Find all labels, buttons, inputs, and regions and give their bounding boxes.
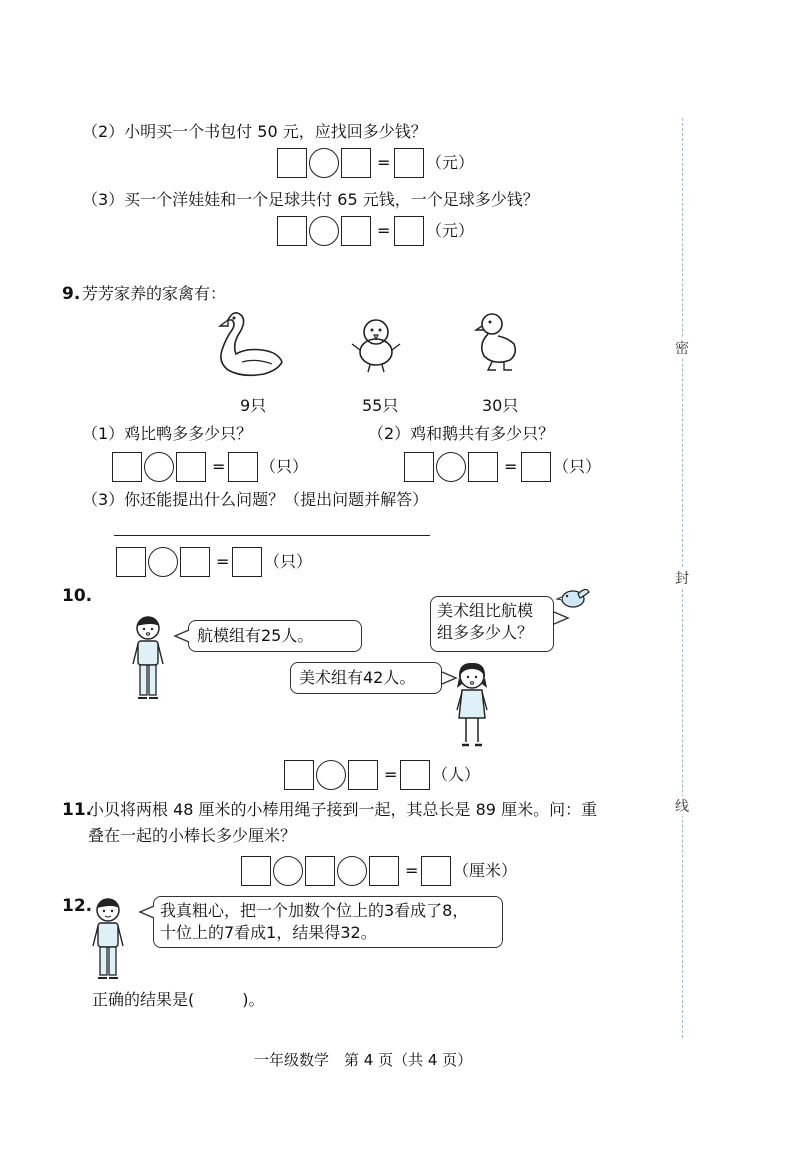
- page-footer: 一年级数学 第 4 页（共 4 页）: [254, 1051, 473, 1069]
- unit-label: （只）: [264, 552, 313, 571]
- answer-box[interactable]: [277, 216, 307, 246]
- result-box[interactable]: [394, 148, 424, 178]
- duck-icon: [474, 310, 520, 374]
- bird-speech-line2: 组多多少人？: [437, 623, 534, 642]
- chick-count: 55只: [362, 396, 399, 415]
- answer-box[interactable]: [241, 856, 271, 886]
- q8-part2-text: （2）小明买一个书包付 50 元，应找回多少钱？: [82, 122, 427, 141]
- girl-speech-text: 美术组有42人。: [299, 668, 416, 687]
- q9-intro: 芳芳家养的家禽有：: [82, 284, 227, 303]
- boy-speech-bubble: [153, 896, 503, 948]
- boy-speech-bubble: [188, 620, 362, 652]
- answer-box[interactable]: [468, 452, 498, 482]
- unit-label: （只）: [553, 457, 602, 476]
- result-box[interactable]: [421, 856, 451, 886]
- seal-mark-feng: 封: [672, 568, 692, 588]
- result-box[interactable]: [521, 452, 551, 482]
- speech-tail: [139, 904, 155, 920]
- unit-label: （人）: [432, 765, 481, 784]
- answer-box[interactable]: [341, 148, 371, 178]
- operator-circle[interactable]: [436, 452, 466, 482]
- equals-sign: =: [377, 221, 391, 240]
- question-write-line[interactable]: [114, 535, 430, 536]
- answer-box[interactable]: [305, 856, 335, 886]
- answer-box[interactable]: [348, 760, 378, 790]
- answer-box[interactable]: [176, 452, 206, 482]
- result-box[interactable]: [228, 452, 258, 482]
- bird-icon: [560, 584, 590, 610]
- q9-part3-text: （3）你还能提出什么问题？（提出问题并解答）: [82, 490, 429, 509]
- operator-circle[interactable]: [144, 452, 174, 482]
- q11-text-line2: 叠在一起的小棒长多少厘米？: [88, 826, 297, 845]
- operator-circle[interactable]: [309, 216, 339, 246]
- equals-sign: =: [504, 457, 518, 476]
- equals-sign: =: [212, 457, 226, 476]
- answer-box[interactable]: [277, 148, 307, 178]
- equals-sign: =: [377, 153, 391, 172]
- answer-box[interactable]: [180, 547, 210, 577]
- q12-answer-prompt[interactable]: 正确的结果是( )。: [92, 990, 265, 1009]
- q10-number: 10.: [62, 586, 93, 606]
- equals-sign: =: [384, 765, 398, 784]
- q11-number: 11.: [62, 800, 93, 820]
- unit-label: （只）: [260, 457, 309, 476]
- operator-circle[interactable]: [316, 760, 346, 790]
- q12-speech-line2: 十位上的7看成1，结果得32。: [160, 923, 377, 942]
- answer-box[interactable]: [369, 856, 399, 886]
- result-box[interactable]: [400, 760, 430, 790]
- bird-speech-line1: 美术组比航模: [437, 601, 534, 620]
- q9-number: 9.: [62, 284, 81, 304]
- unit-label: （元）: [426, 221, 475, 240]
- operator-circle[interactable]: [337, 856, 367, 886]
- answer-box[interactable]: [284, 760, 314, 790]
- answer-box[interactable]: [112, 452, 142, 482]
- boy-icon: [130, 614, 166, 704]
- duck-count: 30只: [482, 396, 519, 415]
- q12-number: 12.: [62, 896, 93, 916]
- girl-speech-bubble: [290, 662, 442, 694]
- q9-part2-text: （2）鸡和鹅共有多少只？: [368, 424, 555, 443]
- operator-circle[interactable]: [148, 547, 178, 577]
- girl-icon: [452, 660, 492, 752]
- bird-speech-bubble: [430, 596, 554, 652]
- boy-speech-text: 航模组有25人。: [197, 626, 314, 645]
- answer-box[interactable]: [116, 547, 146, 577]
- unit-label: （厘米）: [453, 861, 518, 880]
- q9-part1-text: （1）鸡比鸭多多少只？: [82, 424, 253, 443]
- operator-circle[interactable]: [273, 856, 303, 886]
- seal-mark-xian: 线: [672, 796, 692, 816]
- speech-tail: [174, 628, 190, 644]
- operator-circle[interactable]: [309, 148, 339, 178]
- unit-label: （元）: [426, 153, 475, 172]
- result-box[interactable]: [394, 216, 424, 246]
- answer-box[interactable]: [404, 452, 434, 482]
- q12-speech-line1: 我真粗心，把一个加数个位上的3看成了8，: [160, 901, 469, 920]
- q11-text-line1: 小贝将两根 48 厘米的小棒用绳子接到一起，其总长是 89 厘米。问：重: [88, 800, 598, 819]
- goose-icon: [212, 306, 288, 380]
- q8-part3-text: （3）买一个洋娃娃和一个足球共付 65 元钱，一个足球多少钱？: [82, 190, 539, 209]
- equals-sign: =: [216, 552, 230, 571]
- seal-mark-mi: 密: [672, 338, 692, 358]
- chick-icon: [350, 314, 402, 374]
- answer-box[interactable]: [341, 216, 371, 246]
- speech-tail: [553, 610, 569, 626]
- result-box[interactable]: [232, 547, 262, 577]
- boy-icon: [90, 896, 126, 984]
- equals-sign: =: [405, 861, 419, 880]
- goose-count: 9只: [240, 396, 267, 415]
